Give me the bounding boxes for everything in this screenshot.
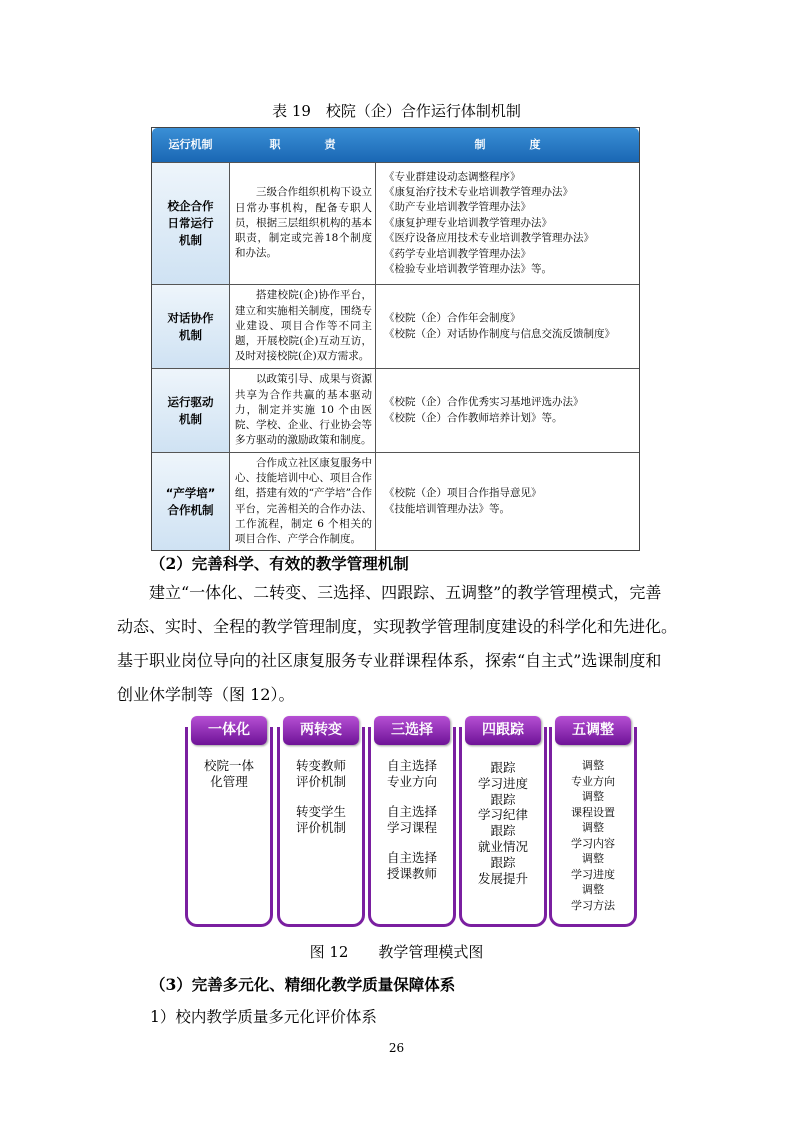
header-mechanism: 运行机制 <box>168 138 213 151</box>
figure-caption: 图 12 教学管理模式图 <box>309 943 484 961</box>
header-system: 制 度 <box>474 138 541 151</box>
duty-cell: 搭建校院(企)协作平台，建立和实施相关制度，围绕专业建设、项目合作等不同主题，开展校院(企)互动互访，及时对接校院(企)双方需求。 <box>229 285 376 368</box>
header-duty: 职 责 <box>269 138 336 151</box>
table-row <box>152 368 639 452</box>
diagram-text: 跟踪 学习进度 跟踪 学习纪律 跟踪 就业情况 跟踪 发展提升 <box>477 760 528 886</box>
section-heading: （3）完善多元化、精细化教学质量保障体系 <box>150 975 456 994</box>
system-cell: 《校院（企）合作年会制度》 《校院（企）对话协作制度与信息交流反馈制度》 <box>384 312 615 340</box>
diagram-text: 调整 专业方向 调整 课程设置 调整 学习内容 调整 学习进度 调整 学习方法 <box>571 759 615 912</box>
system-cell: 《校院（企）合作优秀实习基地评选办法》 《校院（企）合作教师培养计划》等。 <box>384 396 584 424</box>
table-row <box>152 162 639 284</box>
subsection-heading: 1）校内教学质量多元化评价体系 <box>150 1008 377 1026</box>
duty-cell: 三级合作组织机构下设立日常办事机构，配备专职人员，根据三层组织机构的基本职责，制定或完善18个制度和办法。 <box>229 163 376 284</box>
page-number: 26 <box>388 1041 405 1055</box>
mechanism-cell: 运行驱动 机制 <box>152 369 230 452</box>
system-cell: 《校院（企）项目合作指导意见》 《技能培训管理办法》等。 <box>384 487 542 515</box>
diagram-text: 转变教师 评价机制 转变学生 评价机制 <box>295 758 346 835</box>
table-header <box>152 128 639 162</box>
mechanism-cell: “产学培” 合作机制 <box>152 453 230 550</box>
mechanism-table <box>151 127 640 551</box>
table-row <box>152 452 639 550</box>
table-row <box>152 284 639 368</box>
diagram-title: 两转变 <box>283 716 359 745</box>
system-cell: 《专业群建设动态调整程序》 《康复治疗技术专业培训教学管理办法》 《助产专业培训教学管理办法》 《康复护理专业培训教学管理办法》 《医疗设备应用技术专业培训教学管理办法》 《药学专业培训教学管理办法》 《检验专业培训教学管理办法》等。 <box>384 170 594 276</box>
mechanism-cell: 校企合作 日常运行 机制 <box>152 163 230 284</box>
duty-cell: 以政策引导、成果与资源共享为合作共赢的基本驱动力，制定并实施 10 个由医院、学校、企业、行业协会等多方驱动的激励政策和制度。 <box>229 369 376 452</box>
diagram-title: 一体化 <box>191 716 267 745</box>
diagram-title: 五调整 <box>555 716 631 745</box>
duty-cell: 合作成立社区康复服务中心、技能培训中心、项目合作组，搭建有效的“产学培”合作平台，完善相关的合作办法、工作流程，制定 6 个相关的项目合作、产学合作制度。 <box>229 453 376 550</box>
body-paragraph: 建立“一体化、二转变、三选择、四跟踪、五调整”的教学管理模式，完善 动态、实时、全程的教学管理制度，实现教学管理制度建设的科学化和先进化。 基于职业岗位导向的社区康复服务专业群课程体系，探索“自主式”选课制度和 创业休学制等（图 12）。 <box>117 583 678 704</box>
diagram-title: 三选择 <box>374 716 450 745</box>
mechanism-cell: 对话协作 机制 <box>152 285 230 368</box>
diagram-text: 校院一体 化管理 <box>203 758 254 789</box>
diagram-title: 四跟踪 <box>465 716 541 745</box>
diagram-column <box>185 727 273 927</box>
section-heading: （2）完善科学、有效的教学管理机制 <box>150 554 409 573</box>
diagram-text: 自主选择 专业方向 自主选择 学习课程 自主选择 授课教师 <box>386 758 437 881</box>
table-caption: 表 19 校院（企）合作运行体制机制 <box>272 102 521 120</box>
